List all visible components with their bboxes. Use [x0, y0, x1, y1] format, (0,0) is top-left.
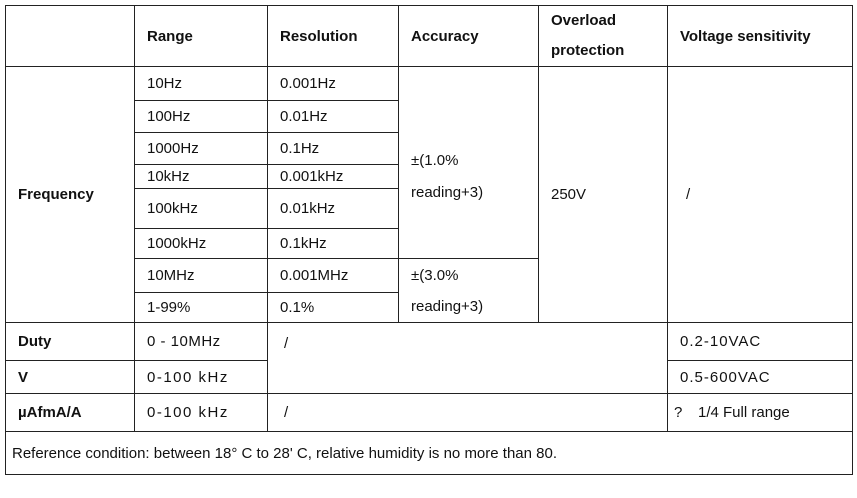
- header-row: [6, 6, 853, 67]
- resolution-cell: 0.001MHz: [268, 259, 399, 293]
- header-range: Range: [135, 6, 268, 67]
- header-overload-line2: protection: [551, 42, 625, 59]
- accuracy-1-line2: reading+3): [411, 183, 484, 201]
- resolution-cell: 0.1Hz: [268, 133, 399, 165]
- current-voltage-prefix: ?: [674, 404, 683, 421]
- header-accuracy: Accuracy: [399, 6, 539, 67]
- current-voltage-sensitivity-cell: [668, 394, 853, 432]
- duty-row: [6, 323, 853, 361]
- voltage-sensitivity-cell: /: [668, 67, 853, 323]
- accuracy-cell-2: [399, 259, 539, 323]
- duty-voltage-sensitivity: 0.2-10VAC: [668, 323, 853, 361]
- v-label: V: [6, 361, 135, 394]
- resolution-cell: 0.01kHz: [268, 189, 399, 229]
- resolution-cell: 0.001Hz: [268, 67, 399, 101]
- header-overload-line1: Overload: [551, 12, 617, 29]
- resolution-cell: 0.1%: [268, 293, 399, 323]
- accuracy-cell-1: [399, 67, 539, 259]
- range-cell: 1000kHz: [135, 229, 268, 259]
- range-cell: 1000Hz: [135, 133, 268, 165]
- resolution-cell: 0.001kHz: [268, 165, 399, 189]
- current-range: 0-100 kHz: [135, 394, 268, 432]
- accuracy-2-line1: ±(3.0%: [411, 266, 459, 284]
- range-cell: 10kHz: [135, 165, 268, 189]
- current-label: µAfmA/A: [6, 394, 135, 432]
- header-resolution: Resolution: [268, 6, 399, 67]
- duty-label: Duty: [6, 323, 135, 361]
- range-cell: 1-99%: [135, 293, 268, 323]
- frequency-row-1: [6, 67, 853, 101]
- header-voltage-sensitivity: Voltage sensitivity: [668, 6, 853, 67]
- header-overload-protection: [539, 6, 668, 67]
- current-row: [6, 394, 853, 432]
- range-cell: 10Hz: [135, 67, 268, 101]
- resolution-cell: 0.01Hz: [268, 101, 399, 133]
- range-cell: 100kHz: [135, 189, 268, 229]
- reference-row: [6, 432, 853, 475]
- accuracy-1-line1: ±(1.0%: [411, 151, 459, 169]
- current-resolution: /: [268, 394, 668, 432]
- overload-cell: 250V: [539, 67, 668, 323]
- header-blank: [6, 6, 135, 67]
- duty-v-resolution: /: [268, 323, 668, 394]
- current-voltage-sensitivity: 1/4 Full range: [698, 404, 790, 421]
- range-cell: 10MHz: [135, 259, 268, 293]
- frequency-label: Frequency: [6, 67, 135, 323]
- range-cell: 100Hz: [135, 101, 268, 133]
- reference-condition: Reference condition: between 18° C to 28' C, relative humidity is no more than 80.: [6, 432, 853, 475]
- v-range: 0-100 kHz: [135, 361, 268, 394]
- duty-range: 0 - 10MHz: [135, 323, 268, 361]
- accuracy-2-line2: reading+3): [411, 297, 484, 315]
- specification-table: [5, 5, 853, 475]
- resolution-cell: 0.1kHz: [268, 229, 399, 259]
- v-voltage-sensitivity: 0.5-600VAC: [668, 361, 853, 394]
